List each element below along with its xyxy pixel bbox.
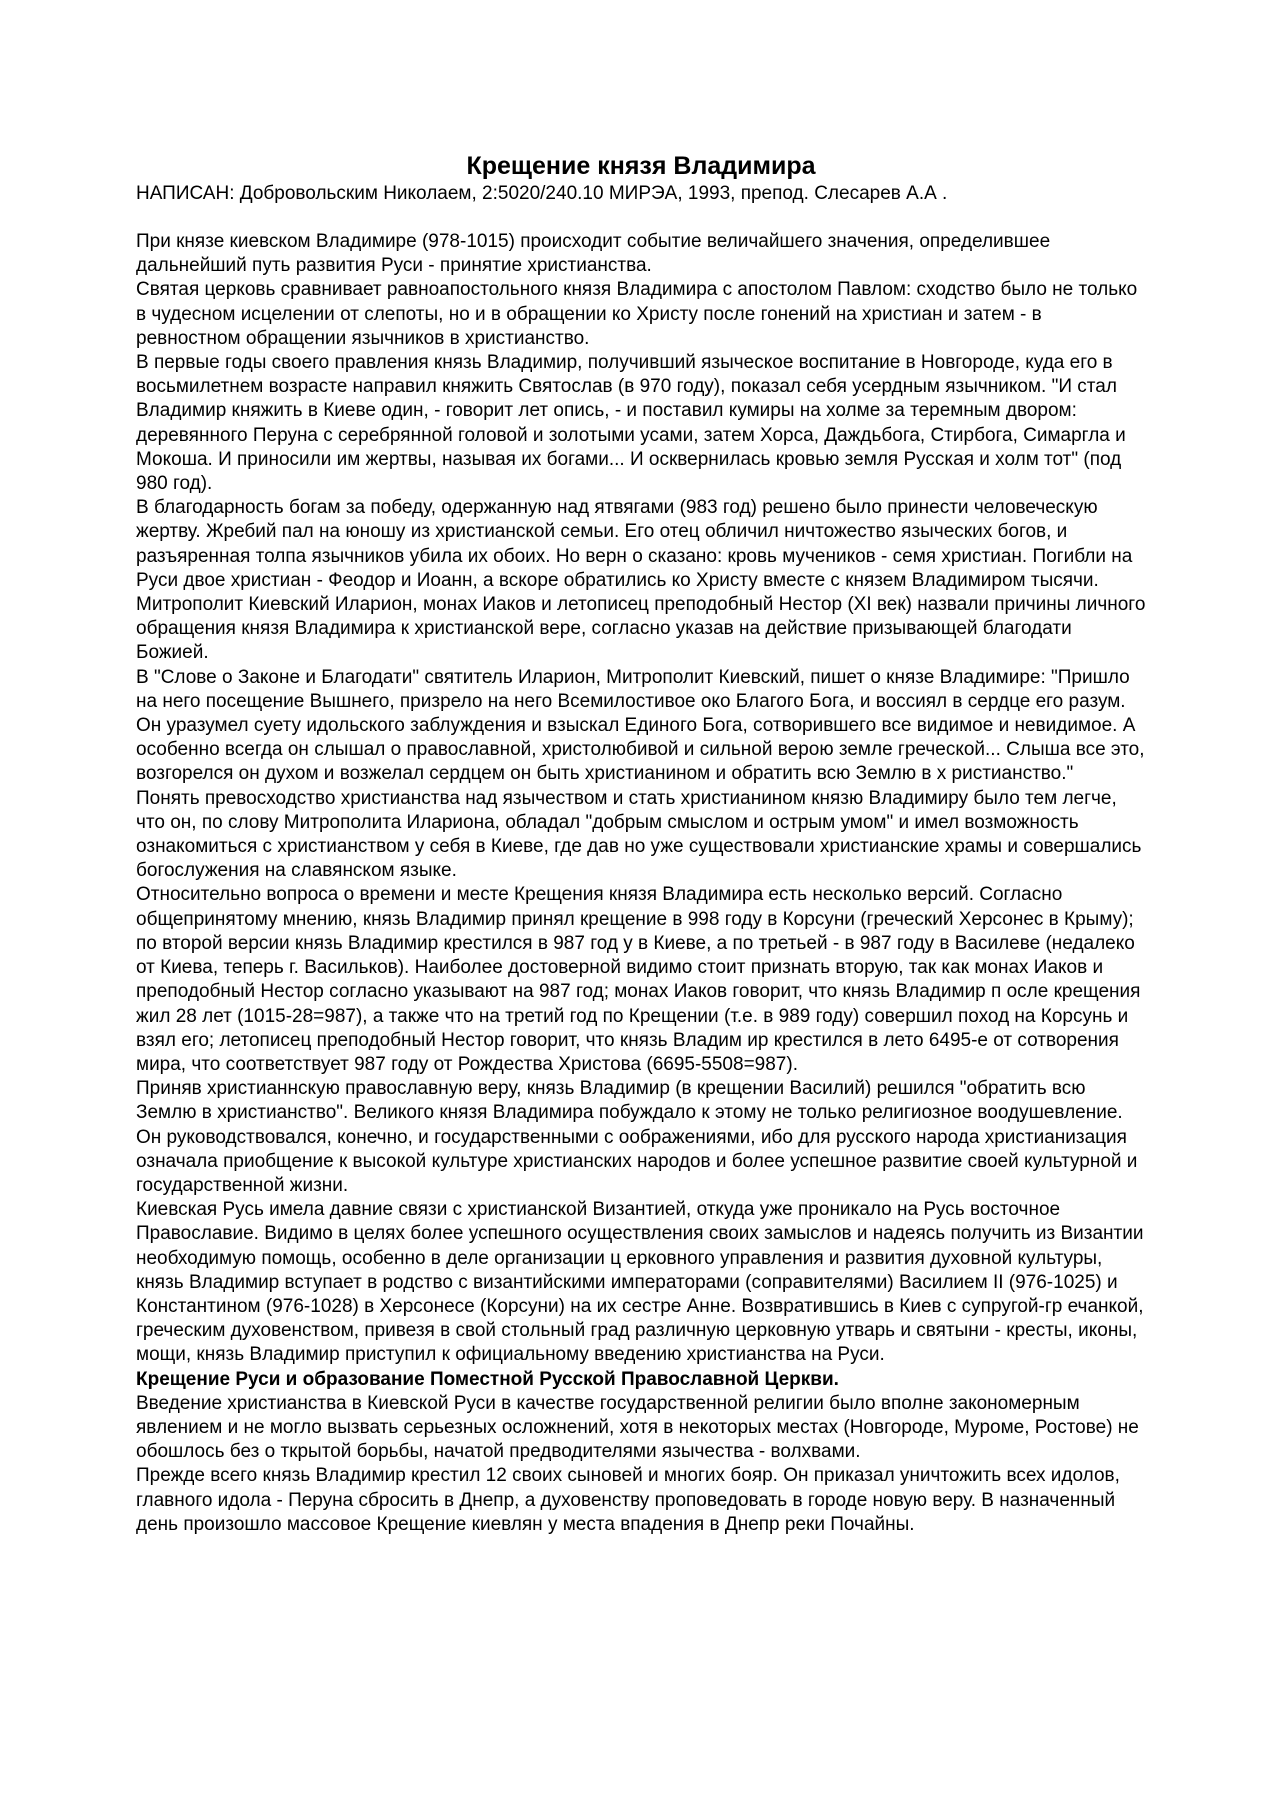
document-page (136, 150, 1146, 1537)
paragraph: При князе киевском Владимире (978-1015) происходит событие величайшего значения, определившее дальнейший путь развития Руси - принятие христианства. (136, 231, 1051, 277)
paragraph: Введение христианства в Киевской Руси в качестве государственной религии было вполне закономерным явлением и не могло вызвать серьезных осложнений, хотя в некоторых местах (Новгороде, Муроме, Ростове) не обошлось без о ткрытой борьбы, начатой предводителями язычества - волхвами. (136, 1392, 1139, 1463)
paragraph: Киевская Русь имела давние связи с христианской Византией, откуда уже проникало на Русь восточное Православие. Видимо в целях более успешного осуществления своих замыслов и надеясь получить из Византии необходимую помощь, особенно в деле организации ц ерковного управления и развития духовной культуры, князь Владимир вступает в родство с византийскими императорами (соправителями) Василием II (976-1025) и Константином (976-1028) в Херсонесе (Корсуни) на их сестре Анне. Возвратившись в Киев с супругой-гр ечанкой, греческим духовенством, привезя в свой стольный град различную церковную утварь и святыни - кресты, иконы, мощи, князь Владимир приступил к официальному введению христианства на Руси. (136, 1199, 1144, 1366)
paragraph: Святая церковь сравнивает равноапостольного князя Владимира с апостолом Павлом: сходство было не только в чудесном исцелении от слепоты, но и в обращении ко Христу после гонений на христиан и затем - в ревностном обращении язычников в христианство. (136, 279, 1138, 349)
paragraph: В первые годы своего правления князь Владимир, получивший языческое воспитание в Новгороде, куда его в восьмилетнем возрасте направил княжить Святослав (в 970 году), показал себя усердным язычником. "И стал Владимир княжить в Киеве один, - говорит лет опись, - и поставил кумиры на холме за теремным двором: деревянного Перуна с серебрянной головой и золотыми усами, затем Хорса, Даждьбога, Стирбога, Симаргла и Мокоша. И приносили им жертвы, называя их богами... И осквернилась кровью земля Русская и холм тот" (под 980 год). (136, 352, 1126, 495)
paragraph: В благодарность богам за победу, одержанную над ятвягами (983 год) решено было принести человеческую жертву. Жребий пал на юношу из христианской семьи. Его отец обличил ничтожество языческих богов, и разъяренная толпа язычников убила их обоих. Но верн о сказано: кровь мучеников - семя христиан. Погибли на Руси двое христиан - Феодор и Иоанн, а вскоре обратились ко Христу вместе с князем Владимиром тысячи. (136, 497, 1133, 591)
paragraph: Митрополит Киевский Иларион, монах Иаков и летописец преподобный Нестор (XI век) назвали причины личного обращения князя Владимира к христианской вере, согласно указав на действие призывающей благодати Божией. (136, 594, 1146, 664)
document-byline: НАПИСАН: Добровольским Николаем, 2:5020/240.10 МИРЭА, 1993, препод. Слесарев А.А . (136, 183, 948, 204)
paragraph: Понять превосходство христианства над язычеством и стать христианином князю Владимиру было тем легче, что он, по слову Митрополита Илариона, обладал "добрым смыслом и острым умом" и имел возможность ознакомиться с христианством у себя в Киеве, где дав но уже существовали христианские храмы и совершались богослужения на славянском языке. (136, 787, 1142, 882)
paragraph: Относительно вопроса о времени и месте Крещения князя Владимира есть несколько версий. Согласно общепринятому мнению, князь Владимир принял крещение в 998 году в Корсуни (греческий Херсонес в Крыму); по второй версии князь Владимир крестился в 987 год у в Киеве, а по третьей - в 987 году в Василеве (недалеко от Киева, теперь г. Васильков). Наиболее достоверной видимо стоит признать вторую, так как монах Иаков и преподобный Нестор согласно указывают на 987 год; монах Иаков говорит, что князь Владимир п осле крещения жил 28 лет (1015-28=987), а также что на третий год по Крещении (т.е. в 989 году) совершил поход на Корсунь и взял его; летописец преподобный Нестор говорит, что князь Владим ир крестился в лето 6495-е от сотворения мира, что соответствует 987 году от Рождества Христова (6695-5508=987). (136, 884, 1141, 1075)
paragraph: Приняв христианнскую православную веру, князь Владимир (в крещении Василий) решился "обратить всю Землю в христианство". Великого князя Владимира побуждало к этому не только религиозное воодушевление. Он руководствовался, конечно, и государственными с оображениями, ибо для русского народа христианизация означала приобщение к высокой культуре христианских народов и более успешное развитие своей культурной и государственной жизни. (136, 1078, 1138, 1196)
section-heading: Крещение Руси и образование Поместной Русской Православной Церкви. (136, 1368, 839, 1390)
document-title: Крещение князя Владимира (466, 152, 816, 180)
paragraph: Прежде всего князь Владимир крестил 12 своих сыновей и многих бояр. Он приказал уничтожить всех идолов, главного идола - Перуна сбросить в Днепр, а духовенству проповедовать в городе новую веру. В назначенный день произошло массовое Крещение киевлян у места впадения в Днепр реки Почайны. (136, 1465, 1120, 1535)
paragraph: В "Слове о Законе и Благодати" святитель Иларион, Митрополит Киевский, пишет о князе Владимире: "Пришло на него посещение Вышнего, призрело на него Всемилостивое око Благого Бога, и воссиял в сердце его разум. Он уразумел суету идольского заблуждения и взыскал Единого Бога, сотворившего все видимое и невидимое. А особенно всегда он слышал о православной, христолюбивой и сильной верою земле греческой... Слыша все это, возгорелся он духом и возжелал сердцем он быть христианином и обратить всю Землю в х ристианство." (136, 666, 1145, 785)
